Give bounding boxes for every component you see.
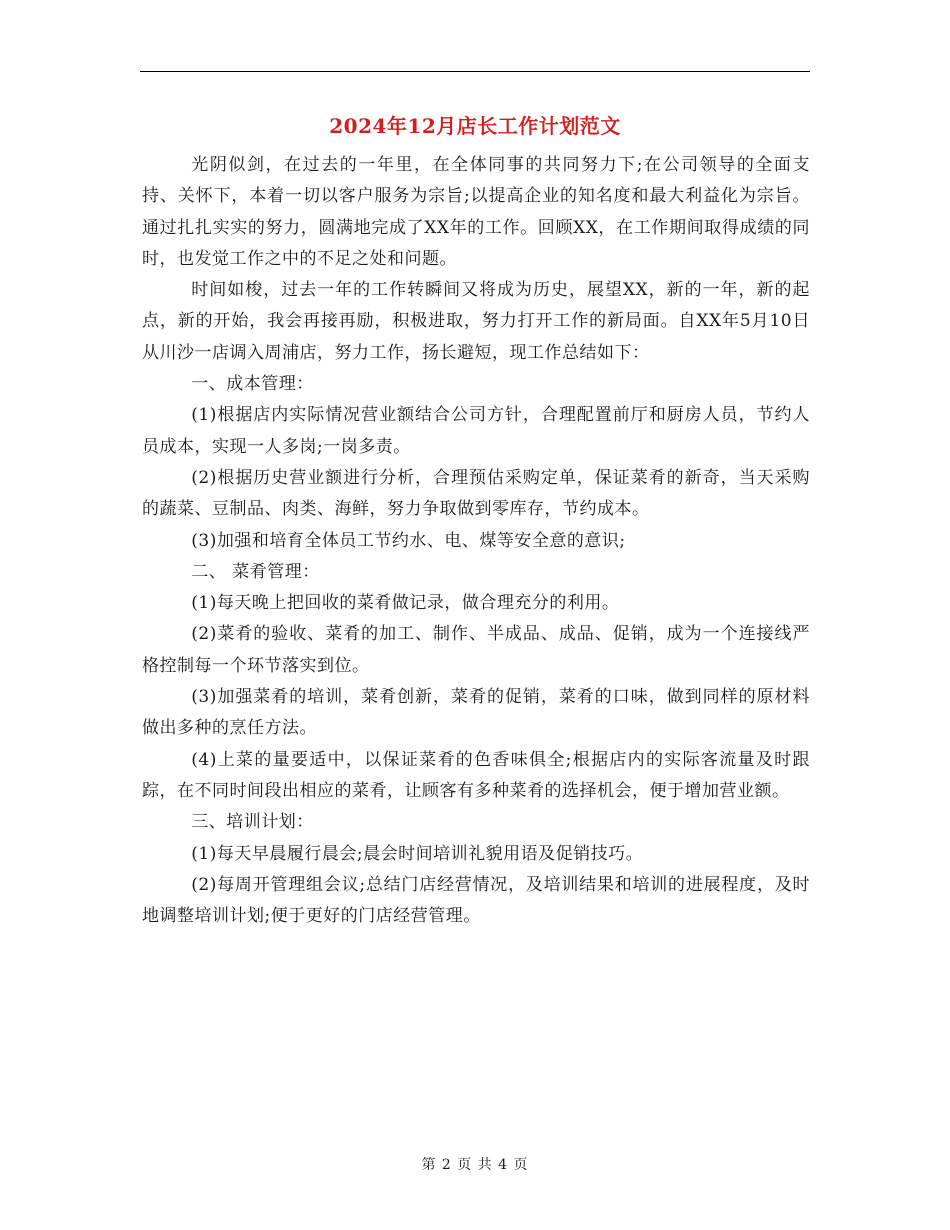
dishes-item-2: (2)菜肴的验收、菜肴的加工、制作、半成品、成品、促销，成为一个连接线严格控制每一个环节落实到位。 xyxy=(142,624,810,676)
section-heading-dishes: 二、 菜肴管理： xyxy=(191,561,320,582)
dishes-item-4: (4)上菜的量要适中，以保证菜肴的色香味俱全;根据店内的实际客流量及时跟踪，在不同时间段出相应的菜肴，让顾客有多种菜肴的选择机会，便于增加营业额。 xyxy=(142,749,810,801)
paragraph-outlook: 时间如梭，过去一年的工作转瞬间又将成为历史，展望XX，新的一年，新的起点，新的开始，我会再接再励，积极进取，努力打开工作的新局面。自XX年5月10日从川沙一店调入周浦店，努力工作，扬长避短，现工作总结如下： xyxy=(142,280,810,363)
header-rule xyxy=(140,71,810,72)
cost-item-1: (1)根据店内实际情况营业额结合公司方针，合理配置前厅和厨房人员，节约人员成本，实现一人多岗;一岗多责。 xyxy=(142,405,810,457)
dishes-item-3: (3)加强菜肴的培训，菜肴创新，菜肴的促销，菜肴的口味，做到同样的原材料做出多种的烹任方法。 xyxy=(142,687,810,739)
training-item-1: (1)每天早晨履行晨会;晨会时间培训礼貌用语及促销技巧。 xyxy=(191,843,644,864)
cost-item-3: (3)加强和培育全体员工节约水、电、煤等安全意的意识; xyxy=(191,530,626,551)
document-body xyxy=(142,150,810,932)
section-heading-cost: 一、成本管理： xyxy=(191,374,314,395)
page-number: 第 2 页 共 4 页 xyxy=(421,1157,529,1173)
section-heading-training: 三、培训计划： xyxy=(191,812,314,833)
training-item-2: (2)每周开管理组会议;总结门店经营情况，及培训结果和培训的进展程度，及时地调整培训计划;便于更好的门店经营管理。 xyxy=(142,874,810,927)
paragraph-intro: 光阴似剑，在过去的一年里，在全体同事的共同努力下;在公司领导的全面支持、关怀下，本着一切以客户服务为宗旨;以提高企业的知名度和最大利益化为宗旨。通过扎扎实实的努力，圆满地完成了XX年的工作。回顾XX，在工作期间取得成绩的同时，也发觉工作之中的不足之处和问题。 xyxy=(142,155,810,269)
dishes-item-1: (1)每天晚上把回收的菜肴做记录，做合理充分的利用。 xyxy=(191,593,620,614)
document-title: 2024年12月店长工作计划范文 xyxy=(329,114,621,138)
cost-item-2: (2)根据历史营业额进行分析，合理预估采购定单，保证菜肴的新奇，当天采购的蔬菜、豆制品、肉类、海鲜，努力争取做到零库存，节约成本。 xyxy=(142,467,810,520)
